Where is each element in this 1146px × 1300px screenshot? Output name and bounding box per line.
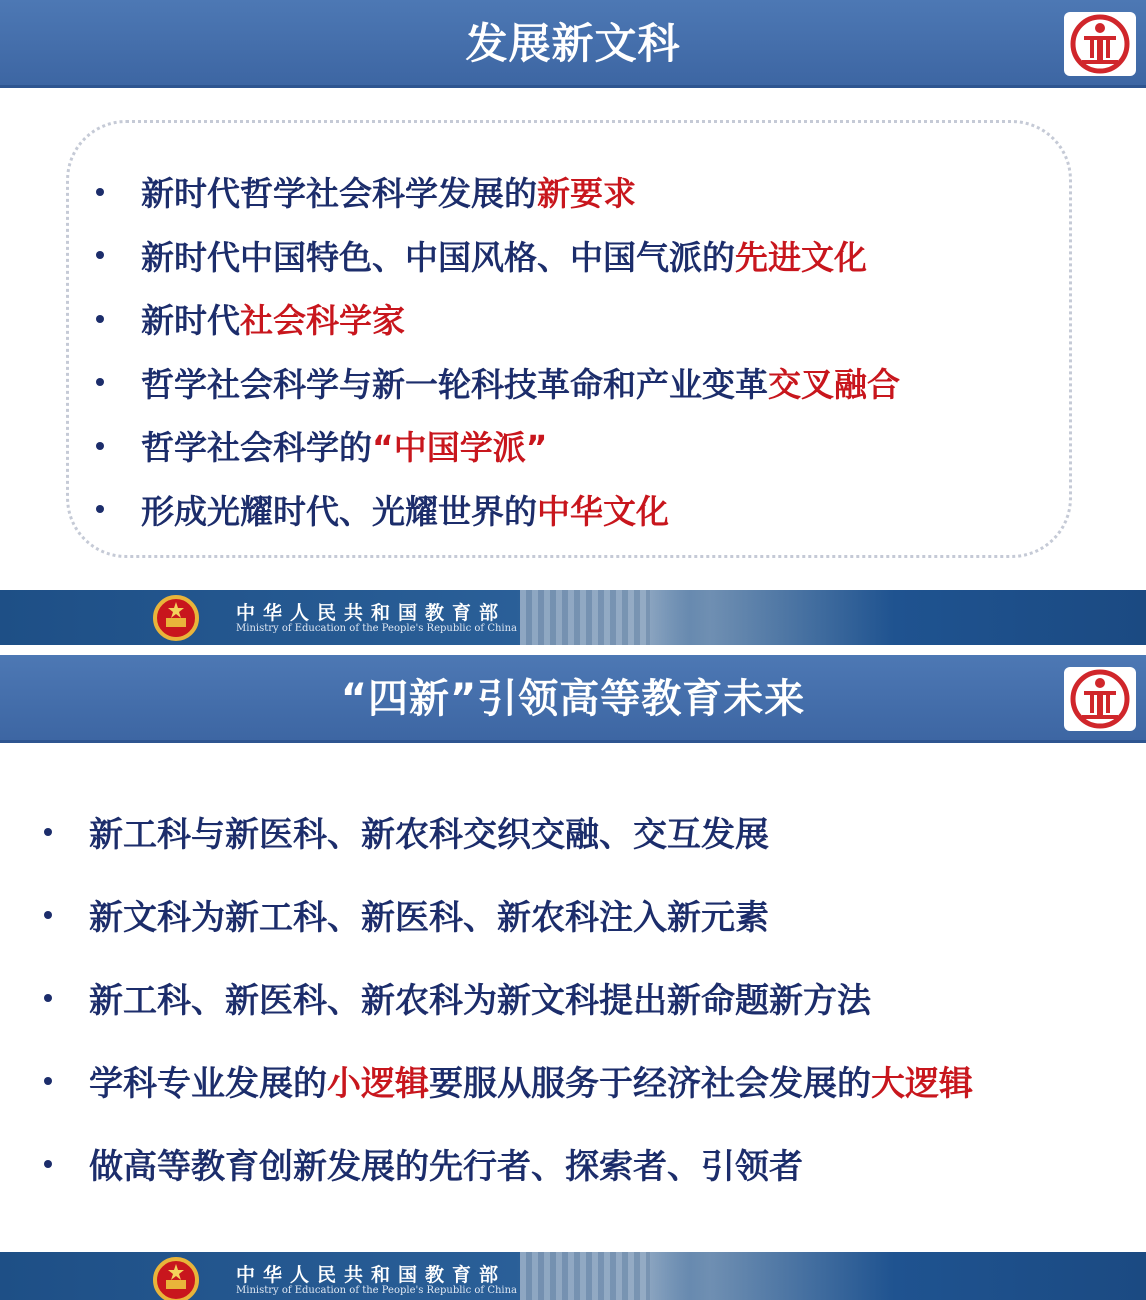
bullet-highlight: 先进文化 <box>735 237 867 277</box>
bullet-icon <box>44 1077 52 1085</box>
list-item <box>90 287 900 351</box>
bullet-list <box>90 160 900 541</box>
list-item <box>90 351 900 415</box>
bullet-icon <box>44 911 52 919</box>
national-emblem-icon <box>148 1256 204 1300</box>
bullet-icon <box>96 251 104 259</box>
bullet-highlight: 中华文化 <box>537 491 669 531</box>
list-item <box>40 873 973 956</box>
building-fade <box>650 590 690 645</box>
list-item <box>40 1039 973 1122</box>
bullet-icon <box>44 1160 52 1168</box>
bullet-text: 做高等教育创新发展的先行者、探索者、引领者 <box>89 1147 803 1187</box>
ministry-footer <box>0 590 1146 645</box>
logo-badge <box>1064 667 1136 731</box>
bullet-icon <box>96 188 104 196</box>
bullet-list <box>40 790 973 1205</box>
ministry-name-cn: 中华人民共和国教育部 <box>236 1264 507 1286</box>
university-seal-icon <box>1066 667 1134 731</box>
bullet-text: 学科专业发展的 <box>89 1064 327 1104</box>
bullet-highlight-2: 大逻辑 <box>871 1064 973 1104</box>
list-item <box>90 414 900 478</box>
slide-four-new-leading-future <box>0 655 1146 1300</box>
bullet-icon <box>96 505 104 513</box>
building-image <box>520 1252 650 1300</box>
bullet-highlight: 新要求 <box>537 174 636 214</box>
bullet-highlight: 社会科学家 <box>240 301 405 341</box>
bullet-text-continued: 要服从服务于经济社会发展的 <box>429 1064 871 1104</box>
national-emblem-icon <box>148 594 204 642</box>
bullet-icon <box>96 442 104 450</box>
building-fade <box>650 1252 690 1300</box>
bullet-text: 新时代 <box>141 301 240 341</box>
list-item <box>40 790 973 873</box>
university-seal-icon <box>1066 12 1134 76</box>
ministry-footer <box>0 1252 1146 1300</box>
ministry-name-cn: 中华人民共和国教育部 <box>236 602 507 624</box>
list-item <box>90 478 900 542</box>
bullet-icon <box>44 994 52 1002</box>
list-item <box>40 1122 973 1205</box>
title-bar <box>0 0 1146 88</box>
ministry-name-en: Ministry of Education of the People's Republic of China <box>236 1285 518 1296</box>
bullet-icon <box>96 315 104 323</box>
list-item <box>90 224 900 288</box>
bullet-highlight: “中国学派” <box>372 428 548 468</box>
bullet-text: 新时代中国特色、中国风格、中国气派的 <box>141 237 735 277</box>
slide-title: 发展新文科 <box>465 19 681 68</box>
logo-badge <box>1064 12 1136 76</box>
bullet-text: 新时代哲学社会科学发展的 <box>141 174 537 214</box>
building-image <box>520 590 650 645</box>
bullet-text: 新工科与新医科、新农科交织交融、交互发展 <box>89 815 769 855</box>
bullet-text: 哲学社会科学与新一轮科技革命和产业变革 <box>141 364 768 404</box>
bullet-text: 新工科、新医科、新农科为新文科提出新命题新方法 <box>89 981 871 1021</box>
bullet-highlight: 小逻辑 <box>327 1064 429 1104</box>
title-bar <box>0 655 1146 743</box>
bullet-icon <box>96 378 104 386</box>
bullet-text: 形成光耀时代、光耀世界的 <box>141 491 537 531</box>
bullet-icon <box>44 828 52 836</box>
list-item <box>40 956 973 1039</box>
list-item <box>90 160 900 224</box>
slide-develop-new-liberal-arts <box>0 0 1146 645</box>
slide-title: “四新”引领高等教育未来 <box>340 676 806 722</box>
bullet-text: 哲学社会科学的 <box>141 428 372 468</box>
bullet-highlight: 交叉融合 <box>768 364 900 404</box>
ministry-name-en: Ministry of Education of the People's Republic of China <box>236 623 518 634</box>
bullet-text: 新文科为新工科、新医科、新农科注入新元素 <box>89 898 769 938</box>
